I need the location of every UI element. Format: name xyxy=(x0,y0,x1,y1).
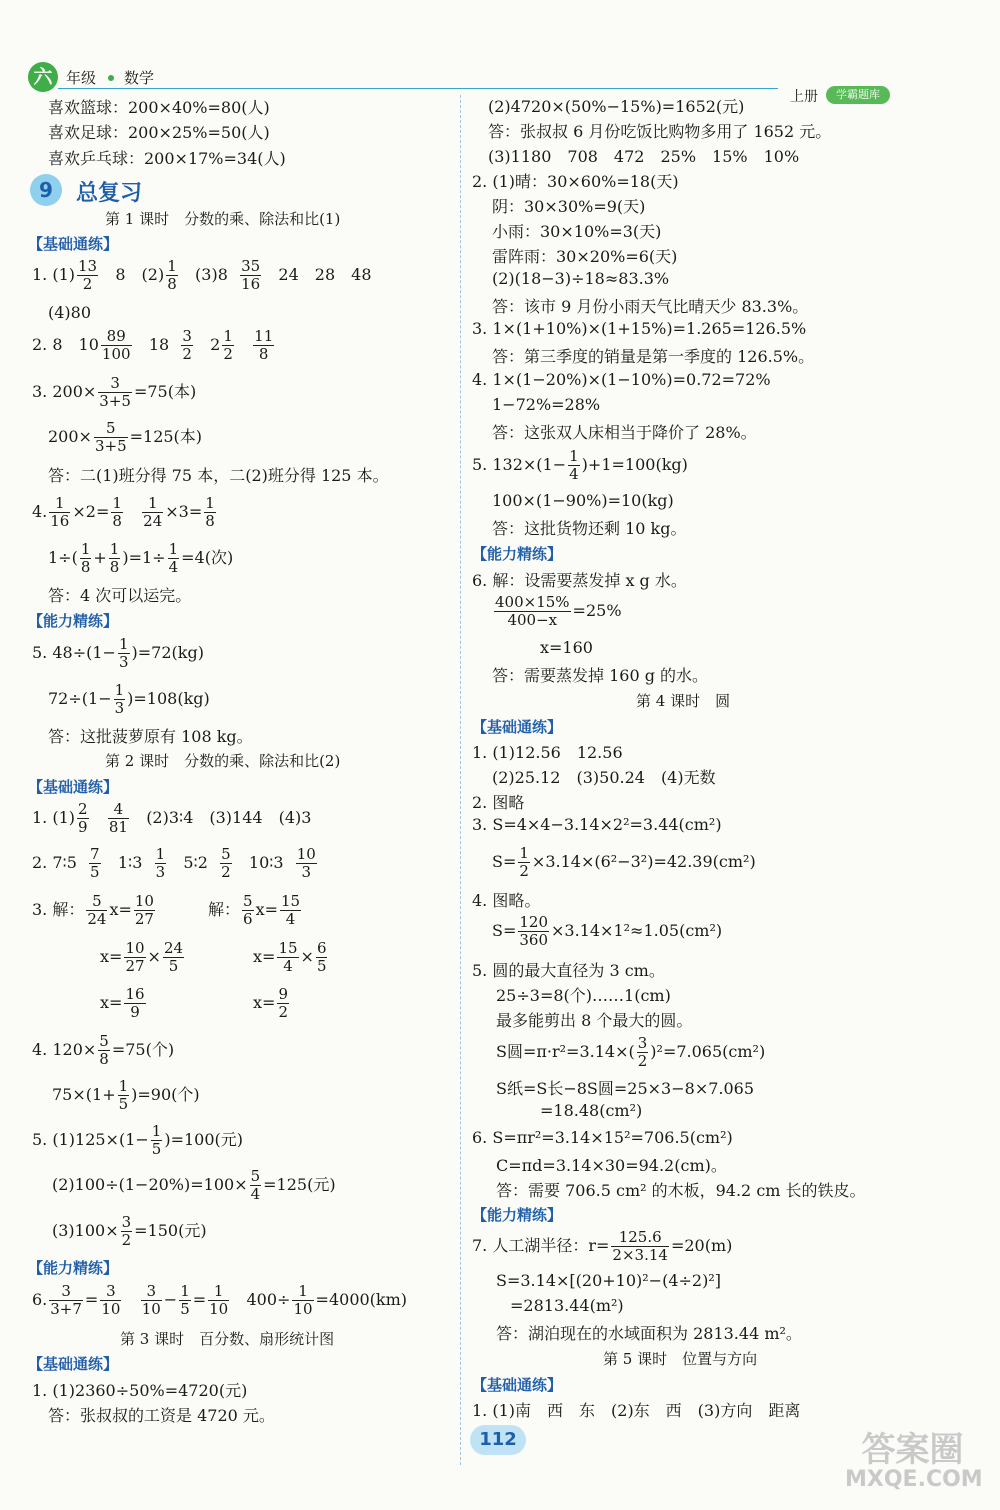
grade-badge: 六 xyxy=(28,62,58,92)
answer-line: 阴：30×30%=9(天) xyxy=(492,197,646,216)
grade-label: 年级 xyxy=(66,69,97,87)
answer-line: 5. 圆的最大直径为 3 cm。 xyxy=(472,961,665,980)
watermark-logo: 答案圈 MXQE.COM xyxy=(845,1430,983,1492)
answer-line: S= $\frac{120}{360}$ ×3.14×1²≈1.05(cm²) xyxy=(492,913,723,949)
answer-line: C=πd=3.14×30=94.2(cm)。 xyxy=(496,1156,727,1175)
answer-line: 2. 8 10 $\frac{89}{100}$ 18 $\frac{3}{2}$ 2 $\frac{1}{2}$ $\frac{11}{8}$ xyxy=(32,327,274,363)
answer-line: 答：该市 9 月份小雨天气比晴天少 83.3%。 xyxy=(492,297,809,316)
answer-line: 5. 48÷(1− $\frac{1}{3}$ )=72(kg) xyxy=(32,635,204,671)
section-heading-ability: 【能力精练】 xyxy=(472,545,563,563)
answer-line: 2. 图略 xyxy=(472,793,525,812)
answer-line: S圆=π·r²=3.14×( $\frac{3}{2}$ )²=7.065(cm²) xyxy=(496,1034,766,1070)
answer-line: 答：第三季度的销量是第一季度的 126.5%。 xyxy=(492,347,815,366)
answer-line: 4. 1×(1−20%)×(1−10%)=0.72=72% xyxy=(472,370,771,389)
answer-line: 5. 132×(1− $\frac{1}{4}$ )+1=100(kg) xyxy=(472,447,688,483)
lesson-title: 第 1 课时 分数的乘、除法和比(1) xyxy=(105,210,341,228)
answer-line: 1. (1)2360÷50%=4720(元) xyxy=(32,1381,248,1400)
answer-line: 200× $\frac{5}{3+5}$ =125(本) xyxy=(48,419,203,455)
page-number: 112 xyxy=(470,1425,526,1455)
answer-line: 答：这批货物还剩 10 kg。 xyxy=(492,519,687,538)
answer-line: 1÷( $\frac{1}{8}$ + $\frac{1}{8}$ )=1÷ $\frac{1}{4}$ =4(次) xyxy=(48,540,234,576)
answer-line: x= $\frac{10}{27}$ × $\frac{24}{5}$ xyxy=(100,939,184,975)
answer-line: =18.48(cm²) xyxy=(540,1101,643,1120)
section-heading-ability: 【能力精练】 xyxy=(28,1259,119,1277)
answer-line: 答：需要 706.5 cm² 的木板，94.2 cm 长的铁皮。 xyxy=(496,1181,866,1200)
answer-line: (3)1180 708 472 25% 15% 10% xyxy=(488,147,800,166)
answer-line: 3. 200× $\frac{3}{3+5}$ =75(本) xyxy=(32,374,197,410)
section-heading-basic: 【基础通练】 xyxy=(472,718,563,736)
brand-logo: 学霸题库 xyxy=(826,86,890,104)
answer-line: 1−72%=28% xyxy=(492,395,601,414)
answer-line: 答：需要蒸发掉 160 g 的水。 xyxy=(492,666,709,685)
answer-line: 2. 7∶5 $\frac{7}{5}$ 1∶3 $\frac{1}{3}$ 5∶2 $\frac{5}{2}$ 10∶3 $\frac{10}{3}$ xyxy=(32,845,316,881)
answer-line: (3)100× $\frac{3}{2}$ =150(元) xyxy=(52,1213,207,1249)
answer-line: 2. (1)晴：30×60%=18(天) xyxy=(472,172,679,191)
answer-line: (4)80 xyxy=(48,303,92,322)
lesson-title: 第 4 课时 圆 xyxy=(636,692,731,710)
answer-line: x=160 xyxy=(540,638,593,657)
column-divider xyxy=(460,95,461,1465)
answer-line: 3. 解： $\frac{5}{24}$ x= $\frac{10}{27}$ xyxy=(32,892,154,928)
chapter-title: 总复习 xyxy=(76,181,143,206)
header-divider xyxy=(58,88,778,89)
answer-line: 答：这张双人床相当于降价了 28%。 xyxy=(492,423,757,442)
answer-line: 7. 人工湖半径：r= $\frac{125.6}{2\times 3.14}$ =20(m) xyxy=(472,1228,733,1264)
lesson-title: 第 3 课时 百分数、扇形统计图 xyxy=(120,1330,335,1348)
answer-line: 答：4 次可以运完。 xyxy=(48,586,192,605)
answer-line: 雷阵雨：30×20%=6(天) xyxy=(492,247,678,266)
answer-line: 4. $\frac{1}{16}$ ×2= $\frac{1}{8}$ $\frac{1}{24}$ ×3= $\frac{1}{8}$ xyxy=(32,494,215,530)
answer-line: 72÷(1− $\frac{1}{3}$ )=108(kg) xyxy=(48,681,210,717)
section-heading-ability: 【能力精练】 xyxy=(472,1206,563,1224)
answer-line: x= $\frac{9}{2}$ xyxy=(253,985,288,1021)
answer-line: 4. 图略。 xyxy=(472,891,541,910)
answer-line: 3. S=4×4−3.14×2²=3.44(cm²) xyxy=(472,815,722,834)
answer-line: 答：二(1)班分得 75 本，二(2)班分得 125 本。 xyxy=(48,466,389,485)
answer-line: 1. (1)12.56 12.56 xyxy=(472,743,623,762)
answer-line: $\frac{400\times 15\%}{400-x}$ =25% xyxy=(495,593,622,629)
answer-line: 答：湖泊现在的水域面积为 2813.44 m²。 xyxy=(496,1324,802,1343)
section-heading-basic: 【基础通练】 xyxy=(28,1355,119,1373)
answer-line: 5. (1)125×(1− $\frac{1}{5}$ )=100(元) xyxy=(32,1122,244,1158)
answer-line: 6. 解：设需要蒸发掉 x g 水。 xyxy=(472,571,687,590)
answer-line: 喜欢足球：200×25%=50(人) xyxy=(48,123,270,142)
dot-icon xyxy=(108,75,114,81)
answer-line: 6. $\frac{3}{3+7}$ = $\frac{3}{10}$ $\frac{3}{10}$ − $\frac{1}{5}$ = $\frac{1}{10}$ 400÷ $\frac{1}{10}$ =4000(km) xyxy=(32,1282,408,1318)
answer-line: 答：张叔叔 6 月份吃饭比购物多用了 1652 元。 xyxy=(488,122,832,141)
answer-line: 喜欢篮球：200×40%=80(人) xyxy=(48,98,270,117)
answer-line: (2)(18−3)÷18≈83.3% xyxy=(492,269,670,288)
answer-line: 最多能剪出 8 个最大的圆。 xyxy=(496,1011,693,1030)
answer-line: 6. S=πr²=3.14×15²=706.5(cm²) xyxy=(472,1128,733,1147)
answer-line: 4. 120× $\frac{5}{8}$ =75(个) xyxy=(32,1032,175,1068)
answer-line: x= $\frac{15}{4}$ × $\frac{6}{5}$ xyxy=(253,939,327,975)
answer-line: (2)25.12 (3)50.24 (4)无数 xyxy=(492,768,716,787)
answer-line: 75×(1+ $\frac{1}{5}$ )=90(个) xyxy=(52,1077,200,1113)
subject-label: 数学 xyxy=(124,69,155,87)
section-heading-ability: 【能力精练】 xyxy=(28,612,119,630)
lesson-title: 第 2 课时 分数的乘、除法和比(2) xyxy=(105,752,341,770)
chapter-number-badge: 9 xyxy=(30,174,62,206)
section-heading-basic: 【基础通练】 xyxy=(28,778,119,796)
answer-line: 3. 1×(1+10%)×(1+15%)=1.265=126.5% xyxy=(472,319,807,338)
answer-line: 小雨：30×10%=3(天) xyxy=(492,222,662,241)
answer-line: S=3.14×[(20+10)²−(4÷2)²] xyxy=(496,1271,721,1290)
answer-line: 1. (1) $\frac{2}{9}$ $\frac{4}{81}$ (2)3∶4 (3)144 (4)3 xyxy=(32,800,312,836)
answer-line: 25÷3=8(个)……1(cm) xyxy=(496,986,671,1005)
answer-line: x= $\frac{16}{9}$ xyxy=(100,985,145,1021)
volume-label: 上册 xyxy=(790,89,818,105)
answer-line: =2813.44(m²) xyxy=(510,1296,624,1315)
answer-line: 1. (1)南 西 东 (2)东 西 (3)方向 距离 xyxy=(472,1401,801,1420)
page-header xyxy=(0,0,1000,105)
answer-line: 喜欢乒乓球：200×17%=34(人) xyxy=(48,149,286,168)
section-heading-basic: 【基础通练】 xyxy=(28,235,119,253)
answer-line: 答：这批菠萝原有 108 kg。 xyxy=(48,727,253,746)
answer-line: (2)100÷(1−20%)=100× $\frac{5}{4}$ =125(元) xyxy=(52,1167,336,1203)
answer-line: 1. (1) $\frac{13}{2}$ 8 (2) $\frac{1}{8}$ (3)8 $\frac{35}{16}$ 24 28 48 xyxy=(32,257,372,293)
section-heading-basic: 【基础通练】 xyxy=(472,1376,563,1394)
answer-line: 答：张叔叔的工资是 4720 元。 xyxy=(48,1406,275,1425)
answer-line: (2)4720×(50%−15%)=1652(元) xyxy=(488,97,745,116)
lesson-title: 第 5 课时 位置与方向 xyxy=(603,1350,758,1368)
answer-line: 解： $\frac{5}{6}$ x= $\frac{15}{4}$ xyxy=(208,892,301,928)
answer-line: S= $\frac{1}{2}$ ×3.14×(6²−3²)=42.39(cm²) xyxy=(492,844,756,880)
answer-line: 100×(1−90%)=10(kg) xyxy=(492,491,674,510)
answer-line: S纸=S长−8S圆=25×3−8×7.065 xyxy=(496,1079,755,1098)
